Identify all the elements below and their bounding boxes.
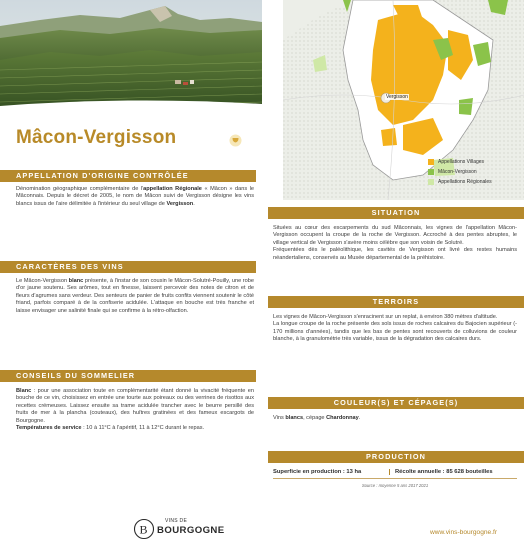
paragraph	[273, 415, 517, 422]
map-village-label: Vergisson	[386, 94, 408, 100]
legend-item	[428, 177, 492, 187]
paragraph	[16, 186, 254, 208]
situation-heading: SITUATION	[268, 207, 524, 219]
text-run: Dénomination géographique complémentaire de l'	[16, 186, 144, 192]
production-heading: PRODUCTION	[268, 451, 524, 463]
situation-text	[273, 225, 517, 262]
website-link[interactable]: www.vins-bourgogne.fr	[430, 529, 498, 536]
text-run: .	[193, 200, 195, 207]
couleurs-heading: COULEUR(S) ET CÉPAGE(S)	[268, 397, 524, 409]
legend-label: Mâcon-Vergisson	[438, 169, 477, 175]
legend-item	[428, 167, 492, 177]
paragraph	[16, 278, 254, 315]
text-run: , cépage	[303, 415, 327, 421]
text-run: La longue croupe de la roche présente des sols issus de roches calcaires du Bajocien supérieur (- 170 millions d'années), tandis que les bas de pentes sont recouverts de colluvions de couleur blanche, à la granulométrie très variable, issus de la dégradation des calcaires durs.	[273, 321, 517, 343]
terroirs-text	[273, 314, 517, 344]
couleurs-text	[273, 415, 517, 422]
vins-de-bourgogne-logo	[133, 515, 243, 543]
text-run: Fréquentées dès le paléolithique, les cavités de Vergisson ont livré des restes humains néandertaliens, conservés au Musée départemental de la préhistoire.	[273, 247, 517, 261]
legend-swatch	[428, 159, 434, 165]
recolte-value: Récolte annuelle : 85 628 bouteilles	[395, 469, 493, 475]
legend-swatch	[428, 179, 434, 185]
text-run: : pour une association toute en complémentarité étant donné la vivacité fréquente en bouche de ce vin, choisissez en entrée une tourte aux poireaux ou des verrines de risottos aux recettes crémeuses. Laissez ensuite sa trame acidulée trancher avec le beurre persillé des fruits de mer à la plancha (couteaux), des huîtres gratinées et des fameux escargots de Bourgogne.	[16, 388, 254, 424]
emphasis: blanc	[68, 278, 84, 284]
conseils-heading: CONSEILS DU SOMMELIER	[0, 370, 256, 382]
text-run: Le Mâcon-Vergisson	[16, 278, 69, 284]
text-run: .	[358, 415, 361, 421]
emphasis: Températures de service	[16, 425, 82, 432]
page-title: Mâcon-Vergisson	[16, 127, 177, 148]
caracteres-heading: CARACTÈRES DES VINS	[0, 261, 256, 273]
map-legend	[428, 157, 492, 187]
text-run: Situées au cœur des escarpements du sud Mâconnais, les vignes de l'appellation Mâcon-Vergisson occupent la croupe de la roche de Vergisson. Accroché à des pentes abruptes, le village vertical de Vergisson s'avère moins célèbre que son voisin de Solutré.	[273, 225, 517, 246]
caracteres-text	[16, 278, 254, 315]
text-run: Vins	[273, 415, 286, 421]
production-source: Source : moyenne 5 ans 2017 2021	[361, 483, 429, 488]
text-run: : 10 à 11°C à l'apéritif, 11 à 12°C durant le repas.	[81, 425, 205, 432]
paragraph	[273, 247, 517, 262]
emphasis: Chardonnay	[326, 415, 359, 421]
legend-item	[428, 157, 492, 167]
logo-vins-de: VINS DE	[165, 518, 188, 524]
production-figures	[273, 469, 517, 475]
paragraph	[273, 314, 517, 321]
glass-icon	[229, 134, 242, 147]
emphasis: Blanc	[16, 388, 32, 394]
text-run: « Mâcon » dans le Mâconnais. Depuis le décret de 2005, le nom de Mâcon suivi de Vergisson désigne les vins blancs issus de l'aire délimitée à l'intérieur du seul village de	[16, 186, 255, 207]
vineyard-landscape-photo	[0, 0, 262, 118]
emphasis: appellation Régionale	[143, 186, 202, 192]
text-run: présente, à l'instar de son cousin le Mâcon-Solutré-Pouilly, une robe d'or jaune soutenu. Ses arômes, tout en finesse, laissent percevoir des notes de citron et de fleurs d'agrumes sans verdeur. Des senteurs de panier de fruits confits viennent soutenir le côté friand, parfois comparé à de la confiserie acidulée. L'attaque en bouche est très franche et laisse envisager une salinité finale qui se confirme à la rétro-olfaction.	[16, 278, 254, 314]
emphasis: Vergisson	[166, 200, 194, 207]
paragraph	[16, 388, 254, 425]
paragraph	[273, 225, 517, 247]
divider	[273, 478, 517, 479]
conseils-text	[16, 388, 254, 432]
superficie-value: Superficie en production : 13 ha	[273, 469, 390, 475]
legend-label: Appellations Régionales	[438, 179, 492, 185]
logo-brand: BOURGOGNE	[157, 525, 225, 536]
aoc-heading: APPELLATION D'ORIGINE CONTRÔLÉE	[0, 170, 256, 182]
legend-label: Appellations Villages	[438, 159, 485, 165]
svg-text:B: B	[139, 522, 148, 537]
bourgogne-b-logo-icon	[133, 518, 155, 540]
aoc-text	[16, 186, 254, 208]
terroirs-heading: TERROIRS	[268, 296, 524, 308]
emphasis: blancs	[285, 415, 304, 421]
legend-swatch	[428, 169, 434, 175]
text-run: Les vignes de Mâcon-Vergisson s'enracinent sur un replat, à environ 380 mètres d'altitude.	[273, 314, 498, 320]
paragraph	[273, 321, 517, 343]
paragraph	[16, 425, 254, 432]
